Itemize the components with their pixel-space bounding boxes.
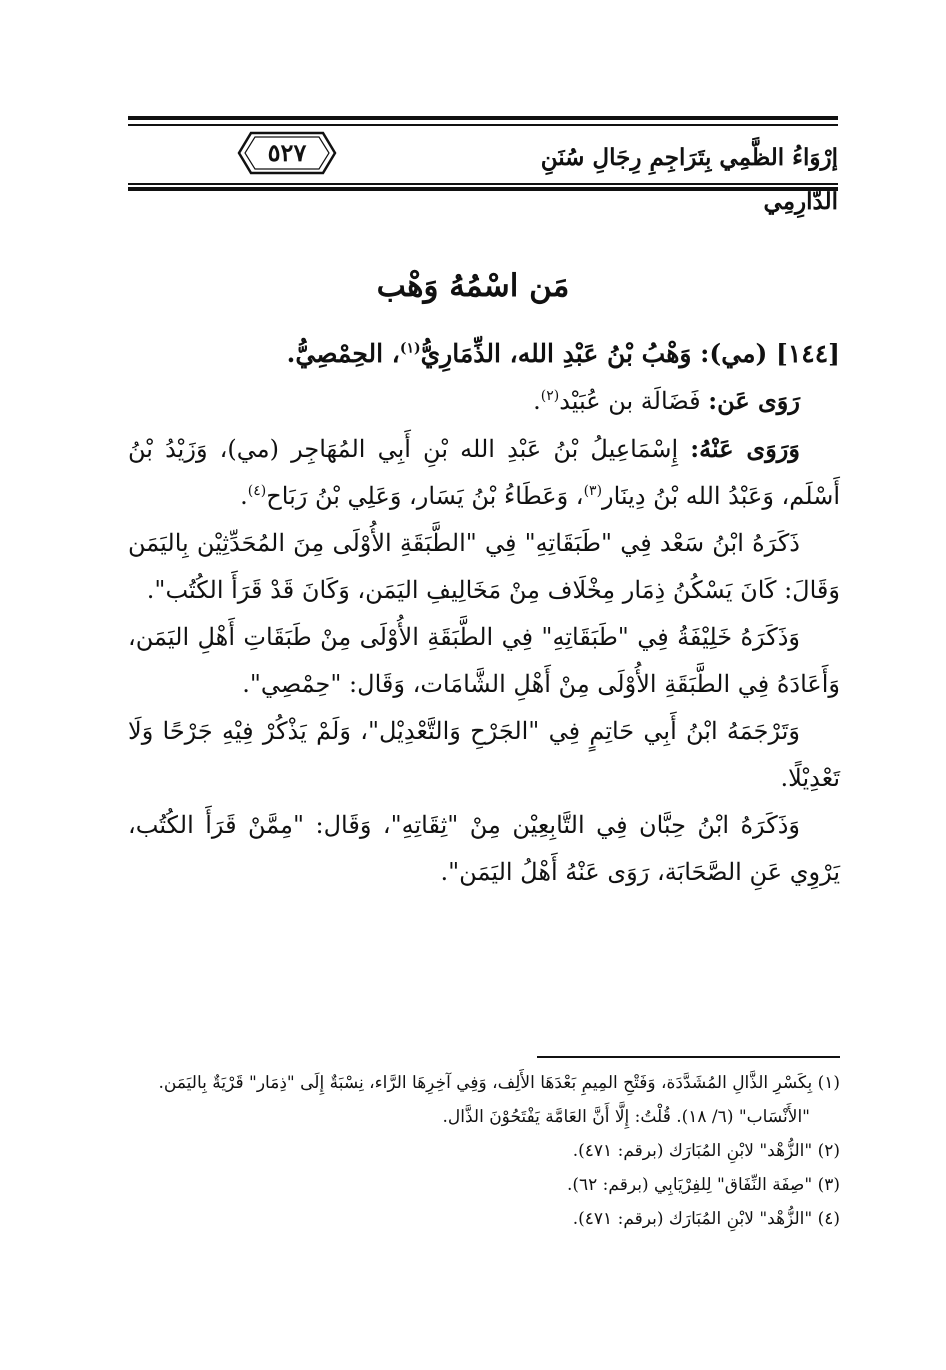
narrated-by-text-1: إِسْمَاعِيلُ بْنُ عَبْدِ الله بْنِ أَبِي المُهَاجِر (مي)، وَزَيْدُ بْنُ أَسْلَم، وَعَبْدُ الله بْنُ دِينَار (128, 435, 840, 510)
narrated-from: رَوَى عَن: فَضَالَة بن عُبَيْد$^{(٢)}$. (533, 386, 800, 415)
narrated-by-label: وَرَوَى عَنْهُ: (690, 434, 800, 463)
page-number: ٥٢٧ (267, 138, 307, 167)
page-number-badge (237, 131, 337, 175)
footnotes (120, 1066, 840, 1236)
footnote-1-continued: "الأَنْسَاب" (٦/ ١٨). قُلْتُ: إِلَّا أَنَّ العَامَّة يَفْتَحُوْنَ الذَّال. (442, 1107, 810, 1127)
section-heading: مَن اسْمُهُ وَهْب (376, 268, 570, 304)
narrated-by: وَرَوَى عَنْهُ: إِسْمَاعِيلُ بْنُ عَبْدِ الله بْنِ أَبِي المُهَاجِر (مي)، وَزَيْدُ بْنُ أَسْلَم، وَعَبْدُ الله بْنُ دِينَار$^{(٣)}$، وَعَطَاءُ بْنُ يَسَار، وَعَلِي بْنُ رَبَاح$^{(٤)}$. (128, 434, 840, 510)
book-title: إرْوَاءُ الظَّمِي بِتَرَاجِمِ رِجَالِ سُنَنِ الدَّارِمِي (540, 144, 838, 215)
paragraph-ibn-saad: ذَكَرَهُ ابْنُ سَعْد فِي "طَبَقَاتِهِ" فِي "الطَّبَقَةِ الأُوْلَى مِنَ المُحَدِّثِيْن بِاليَمَن وَقَالَ: كَانَ يَسْكُنُ ذِمَار مِخْلَاف مِنْ مَخَالِيفِ اليَمَن، وَكَانَ قَدْ قَرَأَ الكُتُب". (128, 529, 840, 604)
narrator-name: وَهْبُ بْنُ عَبْدِ الله، الذِّمَارِيُّ (420, 339, 692, 368)
footnote-ref-1: (١) (399, 340, 421, 357)
footnote-1: (١) بِكَسْرِ الذَّالِ المُشَدَّدَة، وَفَتْحِ المِيمِ بَعْدَهَا الأَلِف، وَفِي آخِرِهَا الرَّاء، نِسْبَةٌ إِلَى "ذِمَار" قَرْيَةٌ بِاليَمَن. (158, 1073, 840, 1093)
footnote-2: (٢) "الزُّهْد" لابْنِ المُبَارَك (برقم: ٤٧١). (572, 1141, 840, 1161)
footnote-3: (٣) "صِفَة النِّفَاق" لِلفِرْيَابِي (برقم: ٦٢). (566, 1175, 840, 1195)
narrated-from-label: رَوَى عَن: (708, 386, 800, 415)
entry-number: [١٤٤] (776, 339, 840, 368)
paragraph-khalifa: وَذَكَرَهُ خَلِيْفَةُ فِي "طَبَقَاتِهِ" فِي الطَّبَقَةِ الأُوْلَى مِنْ طَبَقَاتِ أَهْلِ اليَمَن، وَأَعَادَهُ فِي الطَّبَقَةِ الأُوْلَى مِنْ أَهْلِ الشَّامَات، وَقَال: "حِمْصِي". (128, 623, 840, 698)
narrated-by-text-2: ، وَعَطَاءُ بْنُ يَسَار، وَعَلِي بْنُ رَبَاح (266, 482, 584, 510)
footnote-separator (537, 1056, 840, 1058)
footnote-ref-3: (٣) (583, 483, 603, 499)
paragraph-ibn-abi-hatim: وَتَرْجَمَهُ ابْنُ أَبِي حَاتِمٍ فِي "الجَرْحِ وَالتَّعْدِيْل"، وَلَمْ يَذْكُرْ فِيْهِ جَرْحًا وَلَا تَعْدِيْلًا. (128, 717, 840, 792)
entry-siglum: (مي): (700, 339, 768, 368)
footnote-4: (٤) "الزُّهْد" لابْنِ المُبَارَك (برقم: ٤٧١). (572, 1209, 840, 1229)
paragraph-ibn-hibban: وَذَكَرَهُ ابْنُ حِبَّان فِي التَّابِعِيْن مِنْ "ثِقَاتِهِ"، وَقَال: "مِمَّنْ قَرَأَ الكُتُب، يَرْوِي عَنِ الصَّحَابَة، رَوَى عَنْهُ أَهْلُ اليَمَن". (128, 811, 840, 886)
header-rule-top-thin (128, 124, 838, 126)
narrated-from-text: فَضَالَة بن عُبَيْد (559, 387, 701, 415)
entry-body (128, 330, 840, 896)
narrator-nisba: ، الحِمْصِيُّ. (286, 339, 400, 368)
header-rule-top-thick (128, 116, 838, 120)
footnote-ref-2: (٢) (540, 388, 560, 404)
footnote-ref-4: (٤) (247, 483, 267, 499)
entry-header (128, 330, 840, 377)
